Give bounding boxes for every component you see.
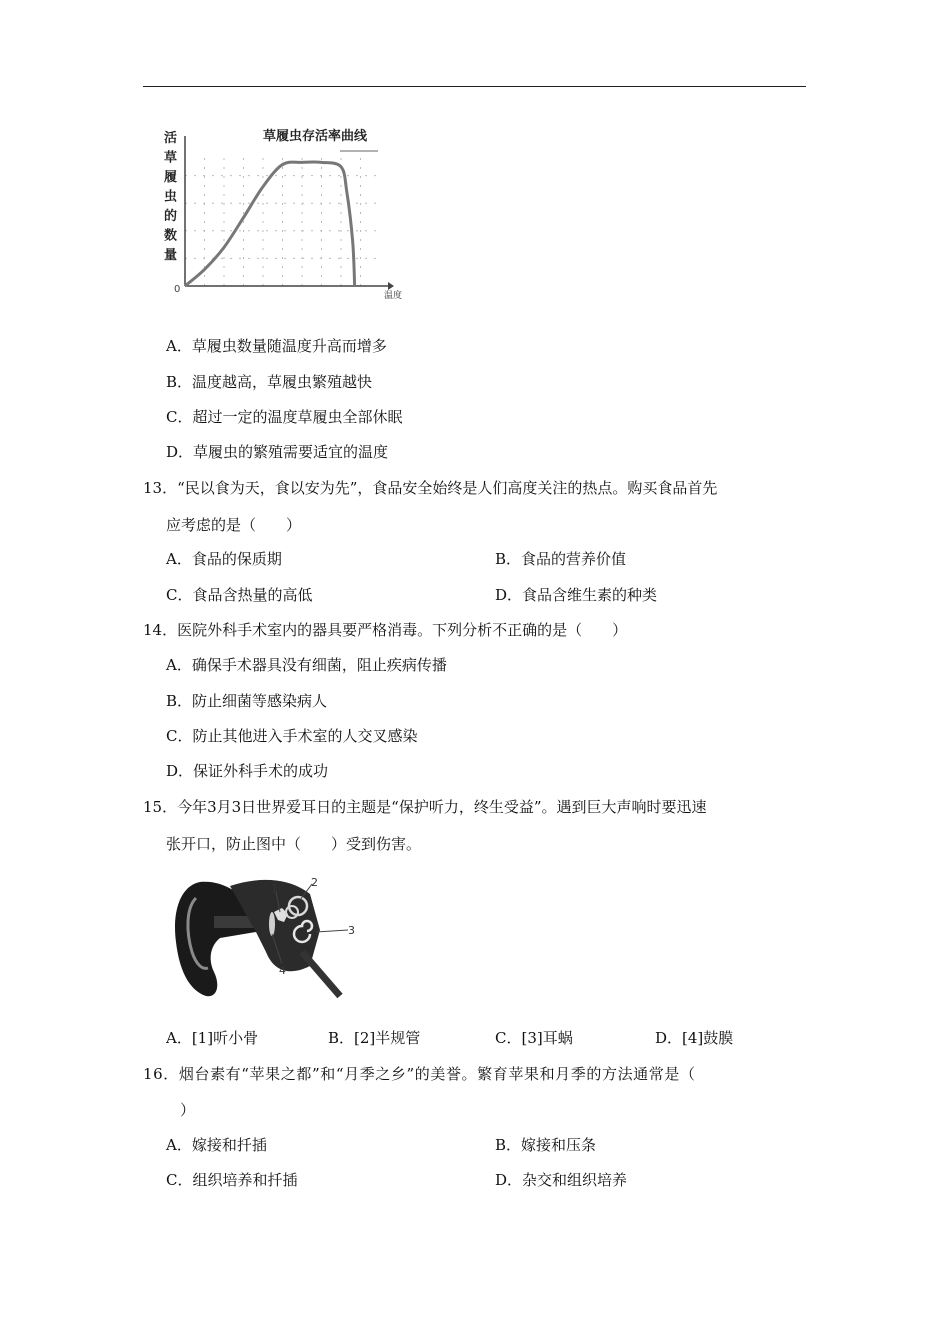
q15-option-b[interactable]: B．[2]半规管 [328,1029,421,1047]
q16-stem-line2: ） [180,1101,196,1119]
q16-option-a[interactable]: A．嫁接和扦插 [166,1136,267,1154]
paramecium-survival-chart [160,122,405,304]
q16-stem-line1: 16．烟台素有“苹果之都”和“月季之乡”的美誉。繁育苹果和月季的方法通常是（ [143,1065,696,1083]
q13-option-b[interactable]: B．食品的营养价值 [495,550,627,568]
ear-label-1: 1 [271,882,278,895]
ear-label-4: 4 [279,964,286,977]
chart-title: 草履虫存活率曲线 [262,129,368,144]
ear-diagram [170,872,360,1000]
x-axis-label: 温度 [384,291,403,301]
header-rule [143,86,806,87]
q13-option-c[interactable]: C．食品含热量的高低 [166,586,313,604]
q16-option-b[interactable]: B．嫁接和压条 [495,1136,597,1154]
q14-option-b[interactable]: B．防止细菌等感染病人 [166,692,328,710]
leader-line-3 [316,930,348,932]
origin-label: 0 [174,284,181,295]
q12-option-c[interactable]: C．超过一定的温度草履虫全部休眠 [166,408,403,426]
q15-stem-line1: 15．今年3月3日世界爱耳日的主题是“保护听力，终生受益”。遇到巨大声响时要迅速 [143,798,707,816]
q16-option-c[interactable]: C．组织培养和扦插 [166,1171,298,1189]
q15-stem-line2: 张开口，防止图中（ ）受到伤害。 [166,835,422,853]
q15-option-c[interactable]: C．[3]耳蜗 [495,1029,573,1047]
eustachian-tube [302,952,340,996]
q13-option-a[interactable]: A．食品的保质期 [166,550,282,568]
ear-label-3: 3 [348,924,355,937]
q12-option-d[interactable]: D．草履虫的繁殖需要适宜的温度 [166,443,389,461]
ear-label-2: 2 [311,876,318,889]
q16-option-d[interactable]: D．杂交和组织培养 [495,1171,628,1189]
q15-option-d[interactable]: D．[4]鼓膜 [655,1029,734,1047]
q14-option-c[interactable]: C．防止其他进入手术室的人交叉感染 [166,727,418,745]
q14-option-a[interactable]: A．确保手术器具没有细菌，阻止疾病传播 [166,656,447,674]
q13-stem-line2: 应考虑的是（ ） [166,516,302,534]
q13-stem-line1: 13．“民以食为天，食以安为先”，食品安全始终是人们高度关注的热点。购买食品首先 [143,479,718,497]
eardrum-shape [269,912,275,936]
q14-option-d[interactable]: D．保证外科手术的成功 [166,762,329,780]
q14-stem: 14．医院外科手术室内的器具要严格消毒。下列分析不正确的是（ ） [143,621,628,639]
q12-option-a[interactable]: A．草履虫数量随温度升高而增多 [166,337,387,355]
x-axis-arrow [388,282,394,290]
survival-curve [185,162,355,286]
q15-option-a[interactable]: A．[1]听小骨 [166,1029,259,1047]
q12-option-b[interactable]: B．温度越高，草履虫繁殖越快 [166,373,373,391]
q13-option-d[interactable]: D．食品含维生素的种类 [495,586,658,604]
y-axis-label: 活草履虫的数量 [164,131,178,263]
